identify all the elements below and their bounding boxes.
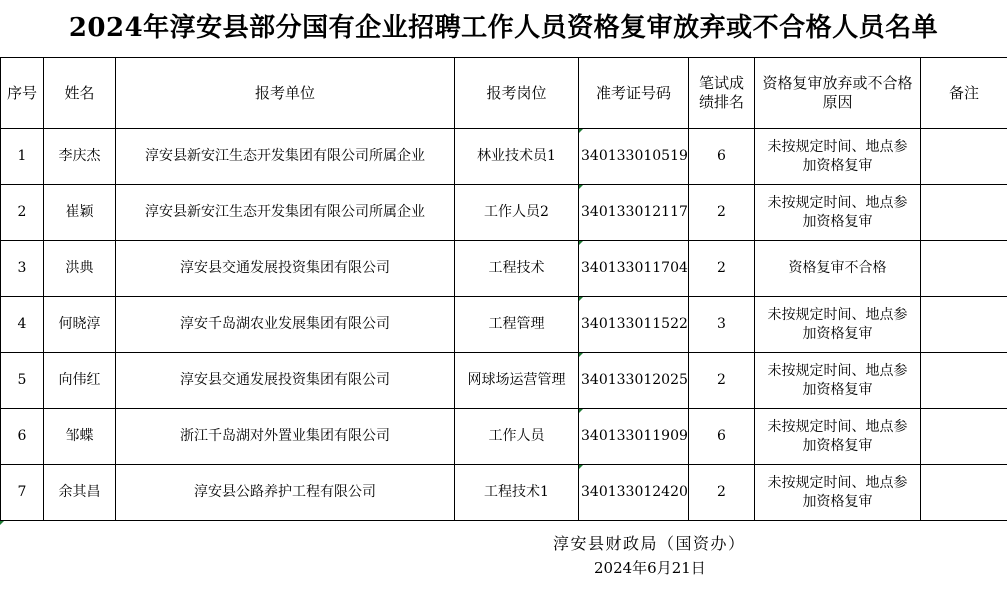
issuer-signature: 淳安县财政局（国资办） bbox=[553, 534, 746, 553]
table-row bbox=[1, 409, 1007, 465]
cell-unit: 淳安县交通发展投资集团有限公司 bbox=[116, 353, 455, 409]
cell-unit: 浙江千岛湖对外置业集团有限公司 bbox=[116, 409, 455, 465]
table-row bbox=[1, 297, 1007, 353]
cell-seq: 6 bbox=[1, 409, 44, 465]
header-reason-line2: 原因 bbox=[822, 93, 853, 111]
cell-name: 向伟红 bbox=[44, 353, 116, 409]
cell-position: 工程技术1 bbox=[455, 465, 579, 521]
cell-reason bbox=[755, 129, 921, 185]
cell-remark bbox=[921, 129, 1007, 185]
cell-seq: 1 bbox=[1, 129, 44, 185]
cell-ticket: 340133011909 bbox=[579, 409, 689, 465]
document-title: 2024年淳安县部分国有企业招聘工作人员资格复审放弃或不合格人员名单 bbox=[68, 13, 939, 43]
cell-reason-line2: 加资格复审 bbox=[802, 493, 873, 510]
cell-name: 邹蝶 bbox=[44, 409, 116, 465]
cell-reason-line1: 未按规定时间、地点参 bbox=[767, 474, 908, 491]
header-rank bbox=[689, 58, 755, 129]
cell-reason bbox=[755, 185, 921, 241]
cell-remark bbox=[921, 185, 1007, 241]
header-reason-line1: 资格复审放弃或不合格 bbox=[762, 74, 913, 92]
header-row bbox=[1, 58, 1007, 129]
cell-reason bbox=[755, 353, 921, 409]
cell-name: 洪典 bbox=[44, 241, 116, 297]
header-name: 姓名 bbox=[44, 58, 116, 129]
cell-reason bbox=[755, 297, 921, 353]
issue-date: 2024年6月21日 bbox=[594, 559, 706, 577]
cell-unit: 淳安县新安江生态开发集团有限公司所属企业 bbox=[116, 129, 455, 185]
cell-seq: 2 bbox=[1, 185, 44, 241]
cell-rank: 6 bbox=[689, 409, 755, 465]
header-remark: 备注 bbox=[921, 58, 1007, 129]
table-row bbox=[1, 465, 1007, 521]
cell-reason-line1: 未按规定时间、地点参 bbox=[767, 138, 908, 155]
header-position: 报考岗位 bbox=[455, 58, 579, 129]
cell-reason-line1: 未按规定时间、地点参 bbox=[767, 418, 908, 435]
header-unit: 报考单位 bbox=[116, 58, 455, 129]
cell-seq: 4 bbox=[1, 297, 44, 353]
table-row bbox=[1, 353, 1007, 409]
cell-seq: 3 bbox=[1, 241, 44, 297]
cell-unit: 淳安县新安江生态开发集团有限公司所属企业 bbox=[116, 185, 455, 241]
cell-reason-line2: 加资格复审 bbox=[802, 325, 873, 342]
header-seq: 序号 bbox=[1, 58, 44, 129]
cell-rank: 2 bbox=[689, 465, 755, 521]
header-rank-line1: 笔试成 bbox=[698, 74, 744, 92]
cell-remark bbox=[921, 409, 1007, 465]
cell-unit: 淳安千岛湖农业发展集团有限公司 bbox=[116, 297, 455, 353]
cell-name: 李庆杰 bbox=[44, 129, 116, 185]
cell-ticket: 340133011522 bbox=[579, 297, 689, 353]
cell-reason-line1: 未按规定时间、地点参 bbox=[767, 194, 908, 211]
cell-reason-line2: 加资格复审 bbox=[802, 437, 873, 454]
cell-reason bbox=[755, 465, 921, 521]
header-reason bbox=[755, 58, 921, 129]
cell-reason-line1: 未按规定时间、地点参 bbox=[767, 306, 908, 323]
table-row bbox=[1, 185, 1007, 241]
cell-reason bbox=[755, 409, 921, 465]
header-rank-line2: 绩排名 bbox=[698, 93, 744, 111]
cell-seq: 7 bbox=[1, 465, 44, 521]
cell-rank: 2 bbox=[689, 353, 755, 409]
cell-rank: 6 bbox=[689, 129, 755, 185]
cell-position: 工程管理 bbox=[455, 297, 579, 353]
footer-cell-marker bbox=[0, 521, 4, 525]
cell-rank: 3 bbox=[689, 297, 755, 353]
cell-name: 余其昌 bbox=[44, 465, 116, 521]
cell-seq: 5 bbox=[1, 353, 44, 409]
cell-ticket: 340133012117 bbox=[579, 185, 689, 241]
cell-remark bbox=[921, 297, 1007, 353]
candidate-table bbox=[0, 57, 1007, 521]
cell-remark bbox=[921, 465, 1007, 521]
cell-position: 林业技术员1 bbox=[455, 129, 579, 185]
header-ticket: 准考证号码 bbox=[579, 58, 689, 129]
cell-ticket: 340133012420 bbox=[579, 465, 689, 521]
cell-rank: 2 bbox=[689, 185, 755, 241]
cell-ticket: 340133010519 bbox=[579, 129, 689, 185]
cell-position: 工程技术 bbox=[455, 241, 579, 297]
table-row bbox=[1, 241, 1007, 297]
table-row bbox=[1, 129, 1007, 185]
cell-position: 工作人员2 bbox=[455, 185, 579, 241]
cell-unit: 淳安县公路养护工程有限公司 bbox=[116, 465, 455, 521]
table-body bbox=[1, 129, 1007, 521]
cell-unit: 淳安县交通发展投资集团有限公司 bbox=[116, 241, 455, 297]
cell-position: 网球场运营管理 bbox=[455, 353, 579, 409]
cell-reason-line1: 资格复审不合格 bbox=[788, 260, 887, 276]
cell-remark bbox=[921, 241, 1007, 297]
table-header bbox=[1, 58, 1007, 129]
cell-position: 工作人员 bbox=[455, 409, 579, 465]
cell-ticket: 340133011704 bbox=[579, 241, 689, 297]
cell-name: 崔颖 bbox=[44, 185, 116, 241]
cell-reason-line2: 加资格复审 bbox=[802, 381, 873, 398]
cell-name: 何晓淳 bbox=[44, 297, 116, 353]
cell-ticket: 340133012025 bbox=[579, 353, 689, 409]
cell-reason bbox=[755, 241, 921, 297]
cell-remark bbox=[921, 353, 1007, 409]
cell-rank: 2 bbox=[689, 241, 755, 297]
cell-reason-line2: 加资格复审 bbox=[802, 213, 873, 230]
cell-reason-line2: 加资格复审 bbox=[802, 157, 873, 174]
cell-reason-line1: 未按规定时间、地点参 bbox=[767, 362, 908, 379]
